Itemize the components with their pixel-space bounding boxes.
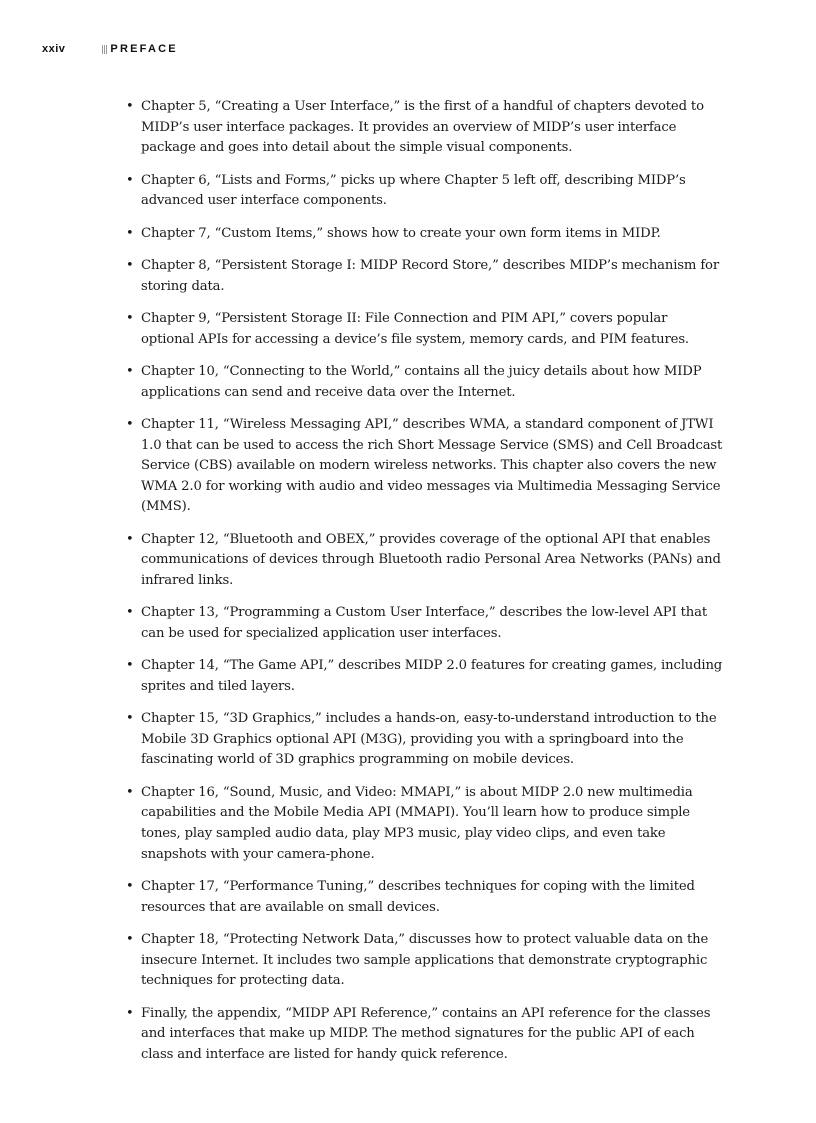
list-item bbox=[126, 256, 723, 297]
list-item-text: Chapter 6, “Lists and Forms,” picks up where Chapter 5 left off, describing MIDP’s advanced user interface components. bbox=[141, 172, 686, 209]
bullet-icon: • bbox=[126, 605, 134, 621]
bullet-icon: • bbox=[126, 225, 134, 241]
list-item bbox=[126, 362, 723, 403]
list-item-text: Chapter 14, “The Game API,” describes MIDP 2.0 features for creating games, including sprites and tiled layers. bbox=[141, 658, 723, 694]
list-item bbox=[126, 530, 723, 592]
chapter-list bbox=[126, 97, 723, 1077]
list-item bbox=[126, 97, 723, 159]
bullet-icon: • bbox=[126, 310, 134, 326]
bullet-icon: • bbox=[126, 931, 134, 947]
list-item-text: Chapter 17, “Performance Tuning,” describes techniques for coping with the limited resources that are available on small devices. bbox=[141, 878, 695, 915]
list-item-text: Chapter 7, “Custom Items,” shows how to create your own form items in MIDP. bbox=[141, 225, 661, 241]
list-item bbox=[126, 309, 723, 350]
list-item-text: Chapter 11, “Wireless Messaging API,” describes WMA, a standard component of JTWI 1.0 that can be used to access the rich Short Message Service (SMS) and Cell Broadcast Service (CBS) available on modern wireless networks. This chapter also covers the new WMA 2.0 for working with audio and video messages via Multimedia Messaging Service (MMS). bbox=[141, 416, 723, 515]
bullet-icon: • bbox=[126, 257, 134, 273]
bullet-icon: • bbox=[126, 1005, 134, 1021]
list-item-text: Chapter 15, “3D Graphics,” includes a hands-on, easy-to-understand introduction to the Mobile 3D Graphics optional API (M3G), providing you with a springboard into the fascinating world of 3D graphics programming on mobile devices. bbox=[141, 711, 717, 768]
list-item-text: Chapter 9, “Persistent Storage II: File Connection and PIM API,” covers popular optional APIs for accessing a device’s file system, memory cards, and PIM features. bbox=[141, 310, 689, 347]
list-item bbox=[126, 1004, 723, 1066]
list-item bbox=[126, 877, 723, 918]
list-item bbox=[126, 930, 723, 992]
bullet-icon: • bbox=[126, 416, 134, 432]
list-item bbox=[126, 656, 723, 697]
header-rule-mark bbox=[102, 45, 108, 54]
list-item bbox=[126, 709, 723, 771]
list-item-text: Chapter 13, “Programming a Custom User Interface,” describes the low-level API that can be used for specialized application user interfaces. bbox=[141, 605, 707, 641]
list-item-text: Chapter 10, “Connecting to the World,” contains all the juicy details about how MIDP applications can send and receive data over the Internet. bbox=[141, 363, 702, 400]
list-item-text: Chapter 8, “Persistent Storage I: MIDP Record Store,” describes MIDP’s mechanism for storing data. bbox=[141, 257, 719, 294]
bullet-icon: • bbox=[126, 363, 134, 379]
bullet-icon: • bbox=[126, 711, 134, 727]
list-item-text: Chapter 16, “Sound, Music, and Video: MMAPI,” is about MIDP 2.0 new multimedia capabilities and the Mobile Media API (MMAPI). You’ll learn how to produce simple tones, play sampled audio data, play MP3 music, play video clips, and even take snapshots with your camera-phone. bbox=[141, 784, 693, 862]
page-number: xxiv bbox=[42, 43, 66, 55]
list-item-text: Chapter 5, “Creating a User Interface,” is the first of a handful of chapters devoted to MIDP’s user interface packages. It provides an overview of MIDP’s user interface package and goes into detail about the simple visual components. bbox=[141, 99, 704, 156]
running-head bbox=[42, 41, 178, 57]
list-item bbox=[126, 171, 723, 212]
list-item bbox=[126, 224, 723, 245]
bullet-icon: • bbox=[126, 658, 134, 674]
bullet-icon: • bbox=[126, 172, 134, 188]
list-item bbox=[126, 783, 723, 865]
list-item bbox=[126, 415, 723, 518]
list-item-text: Chapter 12, “Bluetooth and OBEX,” provides coverage of the optional API that enables communications of devices through Bluetooth radio Personal Area Networks (PANs) and infrared links. bbox=[141, 531, 721, 588]
bullet-icon: • bbox=[126, 531, 134, 547]
bullet-icon: • bbox=[126, 878, 134, 894]
list-item bbox=[126, 603, 723, 644]
list-item-text: Finally, the appendix, “MIDP API Reference,” contains an API reference for the classes and interfaces that make up MIDP. The method signatures for the public API of each class and interface are listed for handy quick reference. bbox=[141, 1005, 711, 1062]
section-title: PREFACE bbox=[110, 43, 178, 55]
bullet-icon: • bbox=[126, 784, 134, 800]
bullet-icon: • bbox=[126, 99, 134, 114]
list-item-text: Chapter 18, “Protecting Network Data,” discusses how to protect valuable data on the insecure Internet. It includes two sample applications that demonstrate cryptographic techniques for protecting data. bbox=[141, 931, 709, 989]
